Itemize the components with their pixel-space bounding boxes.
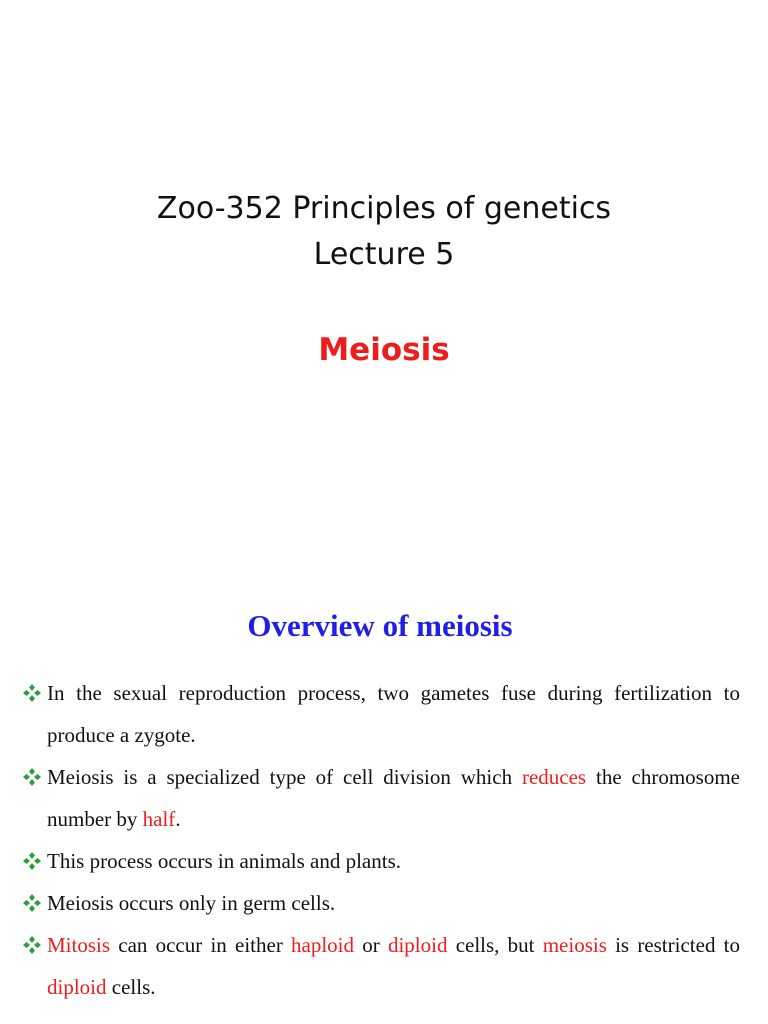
overview-bullet-list [20, 672, 740, 1008]
bullet-text: is restricted to [606, 933, 740, 957]
four-diamond-bullet-icon [22, 683, 42, 703]
highlight-reduces: reduces [521, 765, 587, 789]
highlight-half: half [142, 807, 176, 831]
bullet-item [20, 672, 740, 756]
bullet-text: can occur in either [110, 933, 292, 957]
highlight-diploid: diploid [387, 933, 448, 957]
lecture-number: Lecture 5 [313, 237, 455, 272]
title-block [0, 186, 768, 278]
bullet-text: the chromosome number by [47, 765, 740, 831]
four-diamond-bullet-icon [22, 851, 42, 871]
highlight-diploid-2: diploid [47, 975, 107, 999]
bullet-text: . [175, 807, 181, 831]
bullet-item [20, 840, 740, 882]
bullet-text: Meiosis occurs only in germ cells. [47, 891, 336, 915]
four-diamond-bullet-icon [22, 893, 42, 913]
highlight-meiosis: meiosis [542, 933, 607, 957]
bullet-text: This process occurs in animals and plants. [47, 849, 402, 873]
bullet-item [20, 924, 740, 1008]
course-title: Zoo-352 Principles of genetics [156, 191, 612, 226]
bullet-text: In the sexual reproduction process, two gametes fuse during fertilization to produce a zygote. [47, 681, 740, 747]
highlight-mitosis: Mitosis [47, 933, 111, 957]
four-diamond-bullet-icon [22, 935, 42, 955]
bullet-text: cells, but [447, 933, 543, 957]
highlight-haploid: haploid [291, 933, 355, 957]
overview-heading: Overview of meiosis [247, 608, 513, 643]
topic-title: Meiosis [318, 332, 450, 368]
bullet-item [20, 756, 740, 840]
bullet-text: cells. [106, 975, 156, 999]
bullet-text: or [354, 933, 388, 957]
bullet-item [20, 882, 740, 924]
four-diamond-bullet-icon [22, 767, 42, 787]
bullet-text: Meiosis is a specialized type of cell division which [47, 765, 522, 789]
